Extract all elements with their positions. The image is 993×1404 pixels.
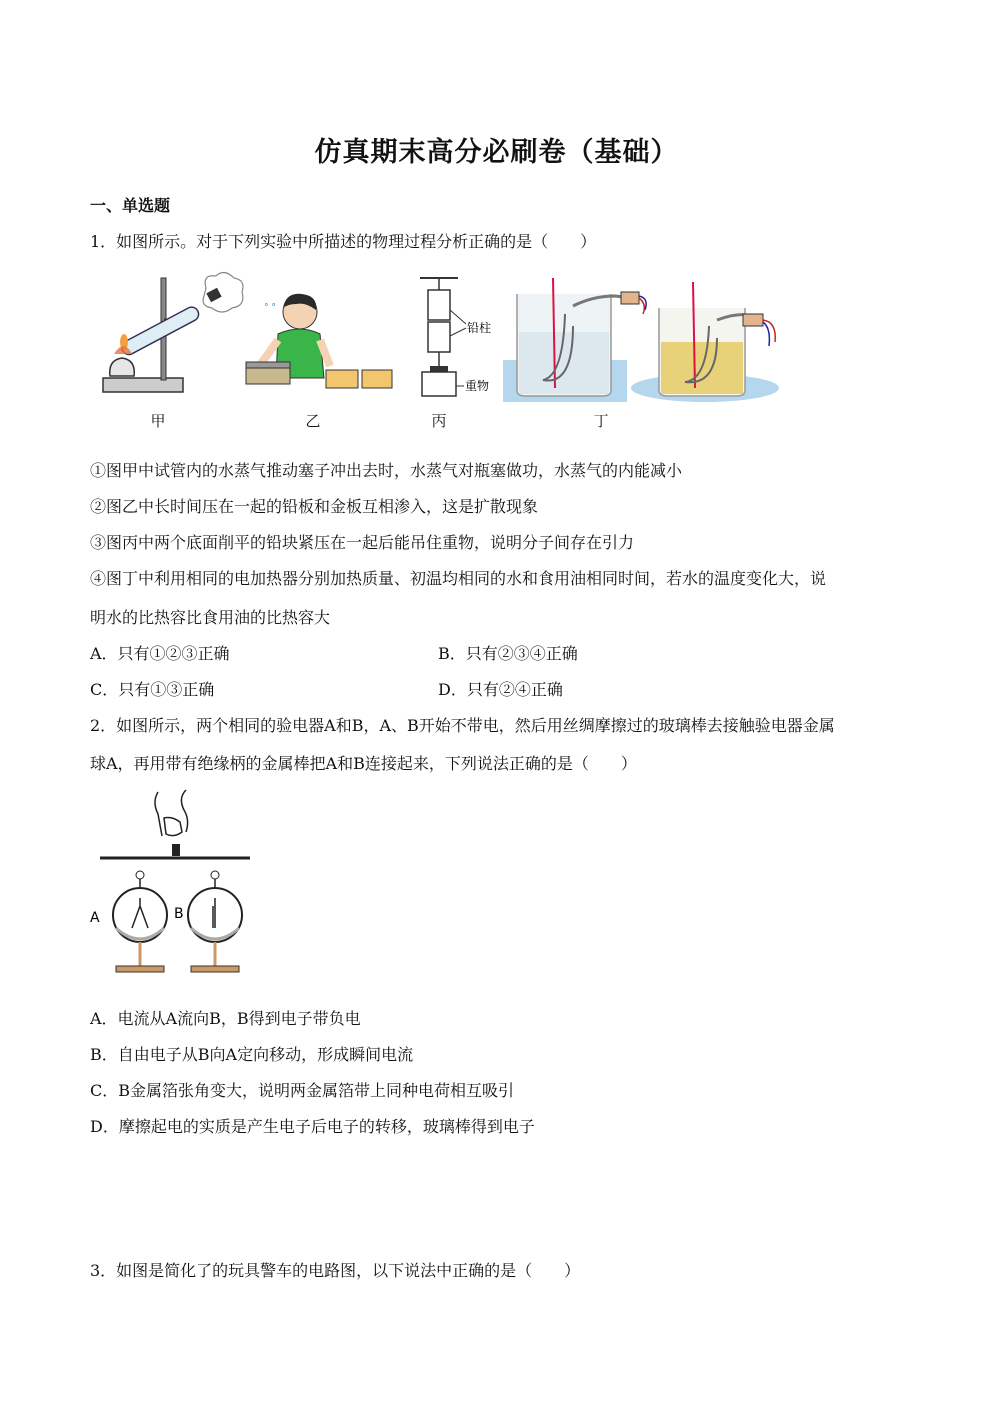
- question-2-stem: 2．如图所示，两个相同的验电器A和B，A、B开始不带电，然后用丝绸摩擦过的玻璃棒去接触验电器金属: [90, 716, 835, 735]
- caption-bing: 丙: [431, 412, 447, 430]
- question-2-stem-cont: 球A，再用带有绝缘柄的金属棒把A和B连接起来，下列说法正确的是（ ）: [90, 754, 637, 773]
- label-b: B: [174, 906, 184, 922]
- question-1-stem: 1．如图所示。对于下列实验中所描述的物理过程分析正确的是（ ）: [90, 232, 597, 251]
- question-3-stem: 3．如图是简化了的玩具警车的电路图，以下说法中正确的是（ ）: [90, 1261, 581, 1280]
- label-lead: 铅柱: [467, 321, 492, 335]
- figure-bing: [408, 272, 508, 402]
- q2-option-b[interactable]: B．自由电子从B向A定向移动，形成瞬间电流: [90, 1045, 414, 1064]
- statement-4-cont: 明水的比热容比食用油的比热容大: [90, 608, 331, 627]
- q2-option-c[interactable]: C．B金属箔张角变大，说明两金属箔带上同种电荷相互吸引: [90, 1081, 515, 1100]
- statement-1: ①图甲中试管内的水蒸气推动塞子冲出去时，水蒸气对瓶塞做功，水蒸气的内能减小: [90, 461, 683, 480]
- label-a: A: [90, 910, 100, 926]
- q1-option-b[interactable]: B．只有②③④正确: [438, 644, 578, 663]
- statement-3: ③图丙中两个底面削平的铅块紧压在一起后能吊住重物，说明分子间存在引力: [90, 533, 635, 552]
- caption-yi: 乙: [305, 412, 321, 430]
- q1-option-c[interactable]: C．只有①③正确: [90, 680, 215, 699]
- page-title: 仿真期末高分必刷卷（基础）: [314, 137, 679, 168]
- q1-option-a[interactable]: A．只有①②③正确: [90, 644, 230, 663]
- statement-2: ②图乙中长时间压在一起的铅板和金板互相渗入，这是扩散现象: [90, 497, 539, 516]
- figure-ding: [503, 276, 785, 402]
- figure-jia: [98, 270, 248, 400]
- section-heading: 一、单选题: [90, 196, 171, 215]
- figure-yi: [244, 290, 396, 400]
- q1-option-d[interactable]: D．只有②④正确: [438, 680, 563, 699]
- statement-4: ④图丁中利用相同的电加热器分别加热质量、初温均相同的水和食用油相同时间，若水的温度变化大，说: [90, 569, 827, 588]
- q2-option-a[interactable]: A．电流从A流向B，B得到电子带负电: [90, 1009, 361, 1028]
- caption-ding: 丁: [593, 412, 609, 430]
- q2-option-d[interactable]: D．摩擦起电的实质是产生电子后电子的转移，玻璃棒得到电子: [90, 1117, 535, 1136]
- caption-jia: 甲: [150, 412, 166, 430]
- label-weight: 重物: [465, 379, 490, 393]
- figure-electroscopes: [88, 788, 253, 980]
- svg-text:° °: ° °: [264, 303, 276, 313]
